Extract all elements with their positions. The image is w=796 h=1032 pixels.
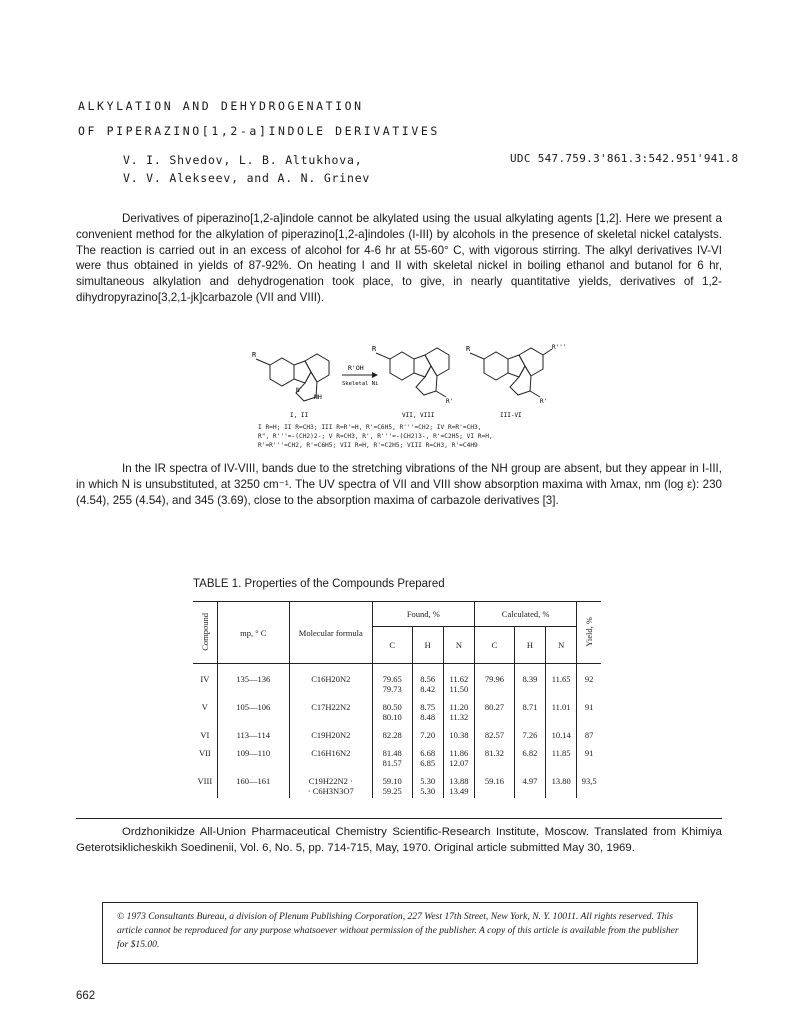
- cell-found-h: 7.20: [412, 724, 443, 742]
- cell-calc-c: 81.32: [475, 742, 515, 770]
- cell-calc-n: 11.85: [546, 742, 577, 770]
- copyright-box: [102, 902, 698, 964]
- col-calc-h: H: [514, 627, 545, 664]
- cell-calc-h: 7.26: [514, 724, 545, 742]
- cell-formula: C16H20N2: [289, 664, 372, 697]
- cell-found-h: 8.75 8.48: [412, 696, 443, 724]
- cell-compound: VI: [200, 730, 210, 740]
- cell-found-n: 11.20 11.32: [443, 696, 474, 724]
- scheme-caption-1: I R=H; II R=CH3; III R=R'=H, R'=C6H5, R'''=CH2; IV R=R'=CH3,: [258, 424, 482, 431]
- col-found-h: H: [412, 627, 443, 664]
- reagent-bottom: Skeletal Ni: [342, 381, 379, 387]
- cell-mp: 113—114: [217, 724, 289, 742]
- cell-mp: 109—110: [217, 742, 289, 770]
- label-r-left: R: [252, 351, 257, 359]
- cell-calc-n: 10.14: [546, 724, 577, 742]
- cell-calc-n: 11.01: [546, 696, 577, 724]
- cell-mp: 160—161: [217, 770, 289, 798]
- authors-line-1: V. I. Shvedov, L. B. Altukhova,: [123, 153, 363, 167]
- cell-found-n: 13.88 13.49: [443, 770, 474, 798]
- cell-compound: VII: [198, 748, 211, 758]
- cell-found-c: 79.65 79.73: [372, 664, 412, 697]
- cell-found-c: 80.50 80.10: [372, 696, 412, 724]
- table-row: [193, 664, 601, 697]
- arrow-head: [372, 372, 378, 378]
- cell-compound: V: [201, 702, 208, 712]
- cell-calc-h: 6.82: [514, 742, 545, 770]
- cell-calc-c: 59.16: [475, 770, 515, 798]
- label-r-middle: R: [372, 345, 377, 353]
- label-rprime-middle: R': [446, 398, 454, 405]
- col-calc-n: N: [546, 627, 577, 664]
- col-found-n: N: [443, 627, 474, 664]
- cell-yield: 93,5: [577, 770, 601, 798]
- structure-middle: [376, 348, 449, 397]
- cell-yield: 87: [577, 724, 601, 742]
- scheme-caption-3: R'=R'''=CH2, R'=C6H5; VII R=H, R'=C2H5; VIII R=CH3, R'=C4H9: [258, 442, 478, 449]
- cell-found-n: 10.38: [443, 724, 474, 742]
- cell-calc-n: 11.65: [546, 664, 577, 697]
- compound-label-middle: VII, VIII: [402, 412, 435, 419]
- abstract-paragraph: [76, 211, 722, 306]
- table-row: [193, 770, 601, 798]
- label-n-left: N: [296, 387, 300, 394]
- cell-formula: C17H22N2: [289, 696, 372, 724]
- label-r-right: R: [466, 345, 471, 353]
- cell-mp: 135—136: [217, 664, 289, 697]
- authors-line-2: V. V. Alekseev, and A. N. Grinev: [123, 171, 371, 185]
- title-line-2: OF PIPERAZINO[1,2-a]INDOLE DERIVATIVES: [78, 124, 440, 138]
- col-calculated: Calculated, %: [475, 602, 577, 627]
- cell-found-h: 8.56 8.42: [412, 664, 443, 697]
- affiliation-text: Ordzhonikidze All-Union Pharmaceutical Chemistry Scientific-Research Institute, Moscow. Translated from Khimiya Geterotsiklicheskikh Soedinenii, Vol. 6, No. 5, pp. 714-715, May, 1970. Original article submitted May 30, 1969.: [76, 826, 722, 854]
- label-nh: NH: [314, 393, 322, 401]
- cell-calc-h: 8.71: [514, 696, 545, 724]
- cell-found-n: 11.62 11.50: [443, 664, 474, 697]
- structure-right: [470, 348, 552, 397]
- cell-found-h: 5.30 5.30: [412, 770, 443, 798]
- col-mp: mp, ° C: [217, 602, 289, 664]
- cell-calc-n: 13.80: [546, 770, 577, 798]
- cell-formula: C19H22N2 · · C6H3N3O7: [289, 770, 372, 798]
- cell-calc-c: 79.96: [475, 664, 515, 697]
- cell-found-n: 11.86 12.07: [443, 742, 474, 770]
- table-row: [193, 742, 601, 770]
- cell-calc-c: 80.27: [475, 696, 515, 724]
- col-found: Found, %: [372, 602, 474, 627]
- cell-compound: IV: [200, 674, 210, 684]
- cell-calc-c: 82.57: [475, 724, 515, 742]
- abstract-text: Derivatives of piperazino[1,2-a]indole cannot be alkylated using the usual alkylating agents [1,2]. Here we present a convenient method for the alkylation of piperazino[1,2-a]indoles (I-III) by alcohols in the presence of skeletal nickel catalysts. The reaction is carried out in an excess of alcohol for 4-6 hr at 55-60° C, with vigorous stirring. The alkyl derivatives IV-VI were thus obtained in yields of 87-92%. On heating I and II with skeletal nickel in boiling ethanol and butanol for 6 hr, simultaneous alkylation and dehydrogenation took place, to give, in nearly quantitative yields, derivatives of 1,2-dihydropyrazino[3,2,1-jk]carbazole (VII and VIII).: [76, 212, 722, 304]
- ir-paragraph: [76, 461, 722, 508]
- copyright-text: © 1973 Consultants Bureau, a division of Plenum Publishing Corporation, 227 West 17th Street, New York, N. Y. 10011. All rights reserved. This article cannot be reproduced for any purpose whatsoever without permission of the publisher. A copy of this article is available from the publisher for $15.00.: [117, 911, 679, 950]
- cell-found-h: 6.68 6.85: [412, 742, 443, 770]
- cell-mp: 105—106: [217, 696, 289, 724]
- properties-table: [193, 601, 601, 798]
- cell-yield: 91: [577, 742, 601, 770]
- cell-calc-h: 8.39: [514, 664, 545, 697]
- table-caption: TABLE 1. Properties of the Compounds Prepared: [193, 578, 445, 590]
- udc-code: UDC 547.759.3'861.3:542.951'941.8: [510, 152, 739, 165]
- scheme-caption-2: R", R'''=-(CH2)2-; V R=CH3, R', R'''=-(CH2)3-, R'=C2H5; VI R=H,: [258, 433, 493, 440]
- footnote-rule: [76, 818, 722, 819]
- affiliation-paragraph: [76, 824, 722, 856]
- table-row: [193, 696, 601, 724]
- cell-found-c: 81.48 81.57: [372, 742, 412, 770]
- col-formula: Molecular formula: [289, 602, 372, 664]
- ir-text: In the IR spectra of IV-VIII, bands due to the stretching vibrations of the NH group are absent, but they appear in I-III, in which N is unsubstituted, at 3250 cm⁻¹. The UV spectra of VII and VIII show absorption maxima with λmax, nm (log ε): 230 (4.54), 255 (4.54), and 345 (3.69), close to the absorption maxima of carbazole derivatives [3].: [76, 462, 722, 507]
- col-found-c: C: [372, 627, 412, 664]
- reagent-top: R'OH: [348, 364, 364, 372]
- cell-yield: 91: [577, 696, 601, 724]
- col-calc-c: C: [475, 627, 515, 664]
- label-rprime-right: R': [540, 398, 548, 405]
- table-row: [193, 724, 601, 742]
- cell-found-c: 59.10 59.25: [372, 770, 412, 798]
- col-compound: Compound: [193, 602, 217, 664]
- col-yield: Yield, %: [577, 602, 601, 664]
- label-rtriple-right: R''': [552, 344, 567, 351]
- cell-found-c: 82.28: [372, 724, 412, 742]
- cell-formula: C16H16N2: [289, 742, 372, 770]
- compound-label-left: I, II: [290, 412, 309, 419]
- cell-compound: VIII: [197, 776, 213, 786]
- compound-label-right: III-VI: [500, 412, 522, 419]
- cell-formula: C19H20N2: [289, 724, 372, 742]
- page-number: 662: [76, 990, 96, 1002]
- cell-yield: 92: [577, 664, 601, 697]
- table-body: [193, 664, 601, 799]
- cell-calc-h: 4.97: [514, 770, 545, 798]
- title-line-1: ALKYLATION AND DEHYDROGENATION: [78, 99, 364, 113]
